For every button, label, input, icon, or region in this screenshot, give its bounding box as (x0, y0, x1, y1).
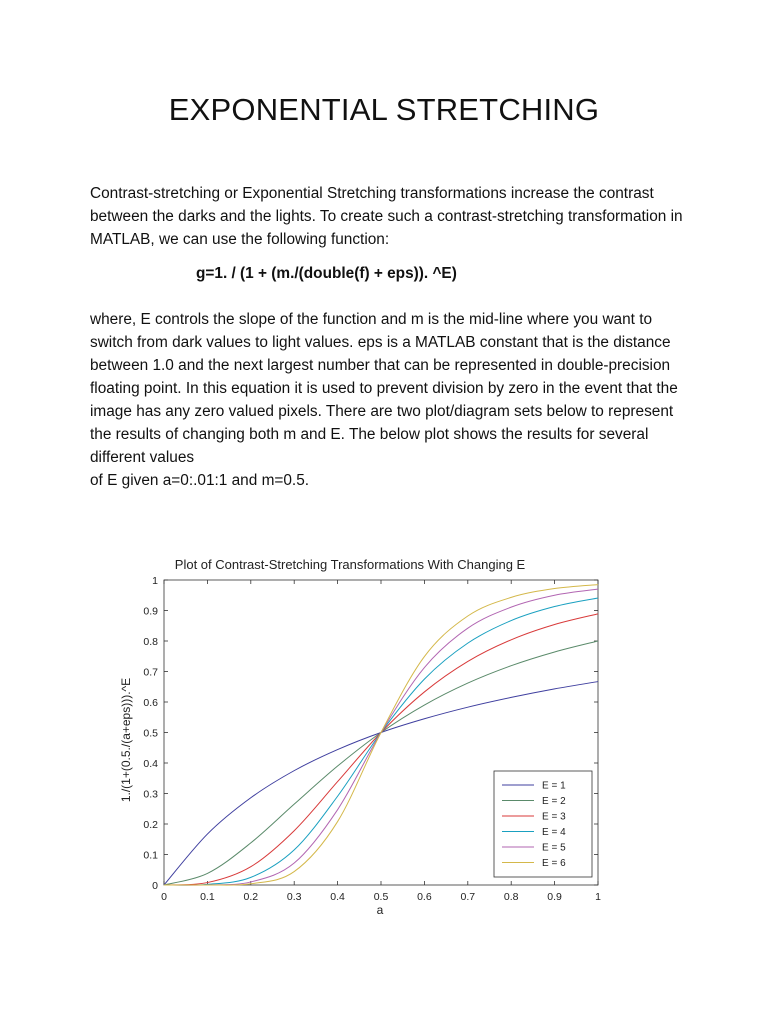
y-tick-label: 0.3 (143, 788, 158, 801)
y-tick-label: 0.1 (143, 849, 158, 862)
x-tick-label: 0.6 (417, 891, 432, 903)
formula: g=1. / (1 + (m./(double(f) + eps)). ^E) (196, 265, 457, 282)
legend-label: E = 6 (542, 858, 566, 869)
y-tick-label: 0.2 (143, 819, 158, 831)
legend-label: E = 1 (542, 780, 566, 792)
contrast-stretching-chart (110, 550, 650, 930)
x-tick-label: 0.8 (503, 891, 519, 903)
intro-paragraph: Contrast-stretching or Exponential Stretching transformations increase the contrast between the darks and the lights. To create such a contrast-stretching transformation in MATLAB, we can use the following function: (90, 185, 683, 248)
explanation-last-line: of E given a=0:.01:1 and m=0.5. (90, 472, 310, 489)
y-tick-label: 0.8 (143, 636, 158, 648)
y-tick-label: 0 (152, 880, 158, 892)
x-tick-label: 0.1 (200, 891, 215, 903)
x-tick-label: 0.3 (286, 891, 302, 903)
legend-label: E = 3 (542, 811, 566, 823)
chart-title: Plot of Contrast-Stretching Transformations With Changing E (174, 557, 526, 572)
y-tick-label: 0.6 (143, 697, 158, 709)
y-tick-label: 0.5 (143, 727, 158, 740)
legend-label: E = 4 (542, 827, 566, 838)
x-tick-label: 0.9 (547, 891, 562, 903)
page-title: EXPONENTIAL STRETCHING (168, 92, 600, 127)
y-tick-label: 1 (152, 575, 158, 587)
x-tick-label: 0.4 (330, 891, 345, 903)
x-tick-label: 0.5 (373, 891, 389, 903)
x-tick-label: 0.2 (243, 891, 259, 903)
y-tick-label: 0.9 (143, 605, 158, 618)
x-axis-label: a (376, 903, 384, 917)
y-axis-label: 1./(1+(0.5./(a+eps))).^E (119, 677, 133, 803)
explanation-text: where, E controls the slope of the function and m is the mid-line where you want to switch from dark values to light values. eps is a MATLAB constant that is the distance between 1.0 and the next largest number that can be represented in double-precision floating point. In this equation it is used to prevent division by zero in the event that the image has any zero valued pixels. There are two plot/diagram sets below to represent the results of changing both m and E. The below plot shows the results for several different values (90, 311, 678, 466)
x-tick-label: 0.7 (460, 891, 476, 903)
legend-label: E = 5 (542, 842, 566, 854)
y-tick-label: 0.4 (143, 758, 158, 770)
x-tick-label: 1 (595, 891, 601, 903)
explanation-paragraph (90, 308, 690, 492)
x-tick-label: 0 (161, 891, 167, 903)
y-tick-label: 0.7 (143, 666, 158, 679)
legend-label: E = 2 (542, 796, 566, 807)
